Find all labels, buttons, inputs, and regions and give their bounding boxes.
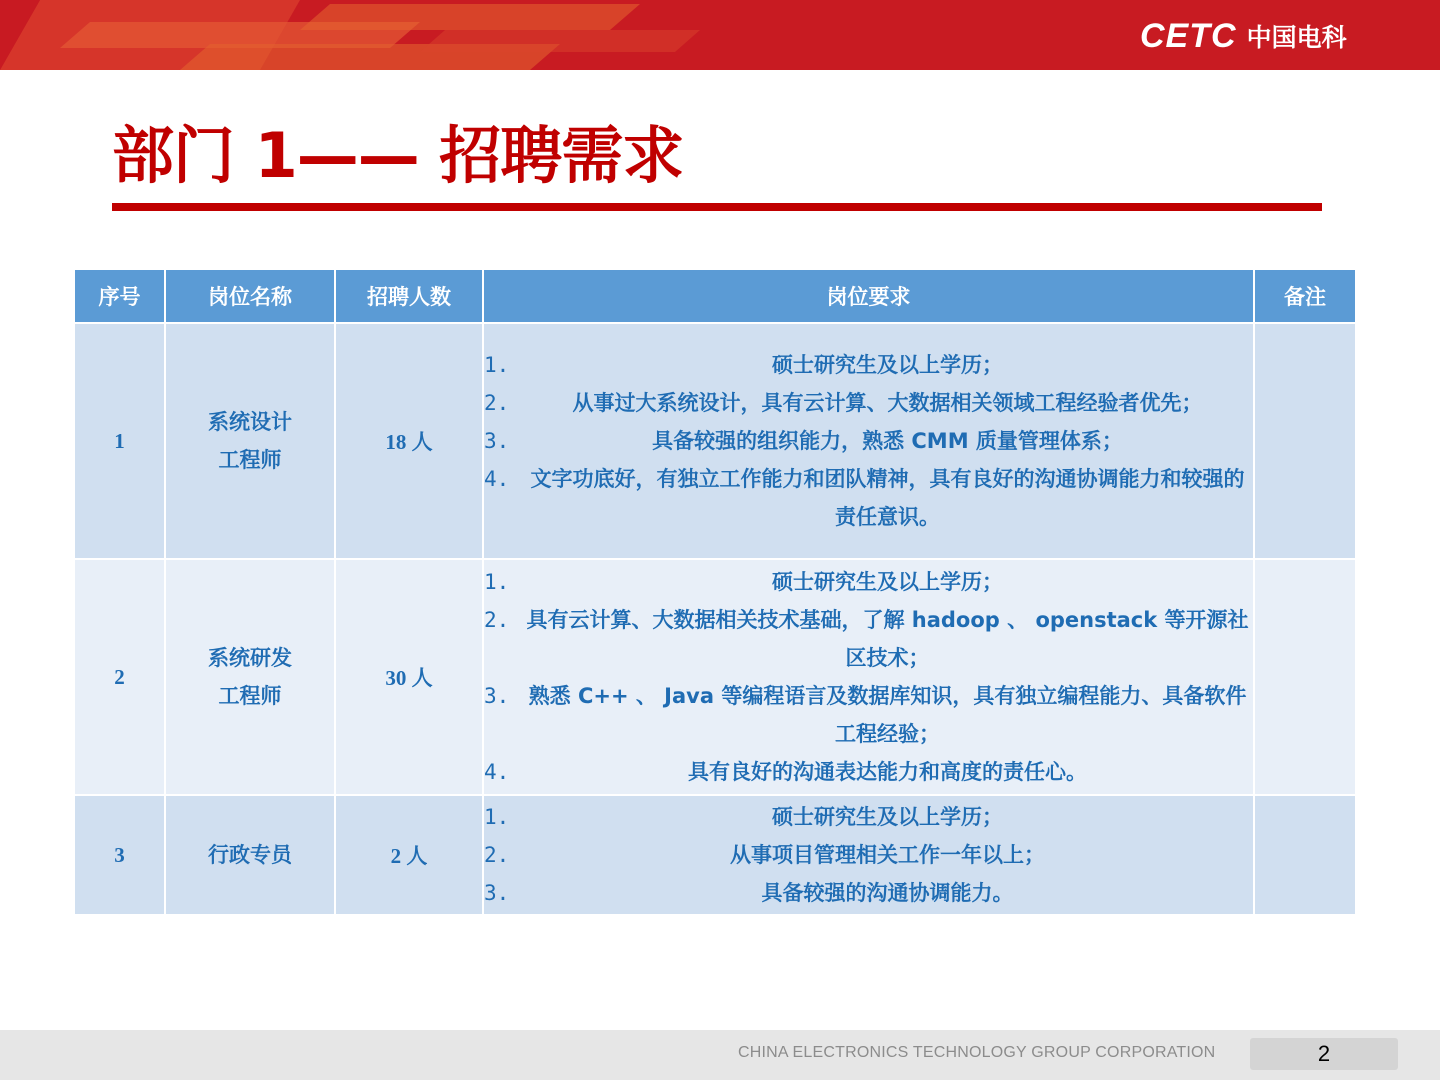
requirement-item: 1. 硕士研究生及以上学历；	[484, 570, 1003, 594]
row-headcount: 30 人	[335, 559, 483, 795]
header-cell-requirements: 岗位要求	[483, 269, 1254, 323]
row-note	[1254, 795, 1356, 915]
requirement-item: 3. 具备较强的组织能力，熟悉 CMM 质量管理体系；	[484, 429, 1123, 453]
position-name-line: 工程师	[218, 448, 282, 472]
title-underline	[112, 203, 1322, 211]
footer-company-name: CHINA ELECTRONICS TECHNOLOGY GROUP CORPORATION	[738, 1044, 1216, 1061]
table-row	[74, 795, 1356, 915]
table-row	[74, 559, 1356, 795]
requirement-item: 1. 硕士研究生及以上学历；	[484, 805, 1003, 829]
row-index: 3	[74, 795, 165, 915]
position-name-line: 系统研发	[208, 646, 292, 670]
recruitment-table	[73, 268, 1357, 916]
position-name-line: 工程师	[218, 684, 282, 708]
position-name-line: 行政专员	[208, 843, 292, 867]
header-cell-index: 序号	[74, 269, 165, 323]
row-note	[1254, 559, 1356, 795]
slide-title: 部门 1—— 招聘需求	[112, 119, 684, 192]
requirements-list	[484, 346, 1253, 536]
header-cell-position: 岗位名称	[165, 269, 335, 323]
position-name-line: 系统设计	[208, 410, 292, 434]
requirement-item: 2. 从事项目管理相关工作一年以上；	[484, 843, 1045, 867]
row-requirements	[483, 323, 1254, 559]
requirements-list	[484, 798, 1253, 912]
requirement-item: 1. 硕士研究生及以上学历；	[484, 353, 1003, 377]
row-requirements	[483, 795, 1254, 915]
requirements-list	[484, 563, 1253, 791]
page-number: 2	[1250, 1038, 1398, 1070]
row-position-name	[165, 559, 335, 795]
table-row	[74, 323, 1356, 559]
cetc-logo	[1140, 16, 1347, 56]
header-cell-notes: 备注	[1254, 269, 1356, 323]
row-position-name	[165, 795, 335, 915]
logo-chinese-name: 中国电科	[1246, 23, 1347, 52]
row-index: 2	[74, 559, 165, 795]
footer-bar	[0, 1030, 1440, 1080]
row-note	[1254, 323, 1356, 559]
requirement-item: 3. 熟悉 C++ 、 Java 等编程语言及数据库知识，具有独立编程能力、具备软件工程经验；	[484, 684, 1247, 746]
header-cell-headcount: 招聘人数	[335, 269, 483, 323]
header-banner	[0, 0, 1440, 70]
row-requirements	[483, 559, 1254, 795]
row-index: 1	[74, 323, 165, 559]
requirement-item: 4. 文字功底好，有独立工作能力和团队精神，具有良好的沟通协调能力和较强的责任意识。	[484, 467, 1245, 529]
requirement-item: 3. 具备较强的沟通协调能力。	[484, 881, 1014, 905]
requirement-item: 2. 具有云计算、大数据相关技术基础，了解 hadoop 、 openstack 等开源社区技术；	[484, 608, 1249, 670]
row-headcount: 2 人	[335, 795, 483, 915]
requirement-item: 4. 具有良好的沟通表达能力和高度的责任心。	[484, 760, 1087, 784]
logo-mark: CETC	[1140, 16, 1237, 55]
requirement-item: 2. 从事过大系统设计，具有云计算、大数据相关领域工程经验者优先；	[484, 391, 1203, 415]
row-position-name	[165, 323, 335, 559]
table-header-row	[74, 269, 1356, 323]
row-headcount: 18 人	[335, 323, 483, 559]
